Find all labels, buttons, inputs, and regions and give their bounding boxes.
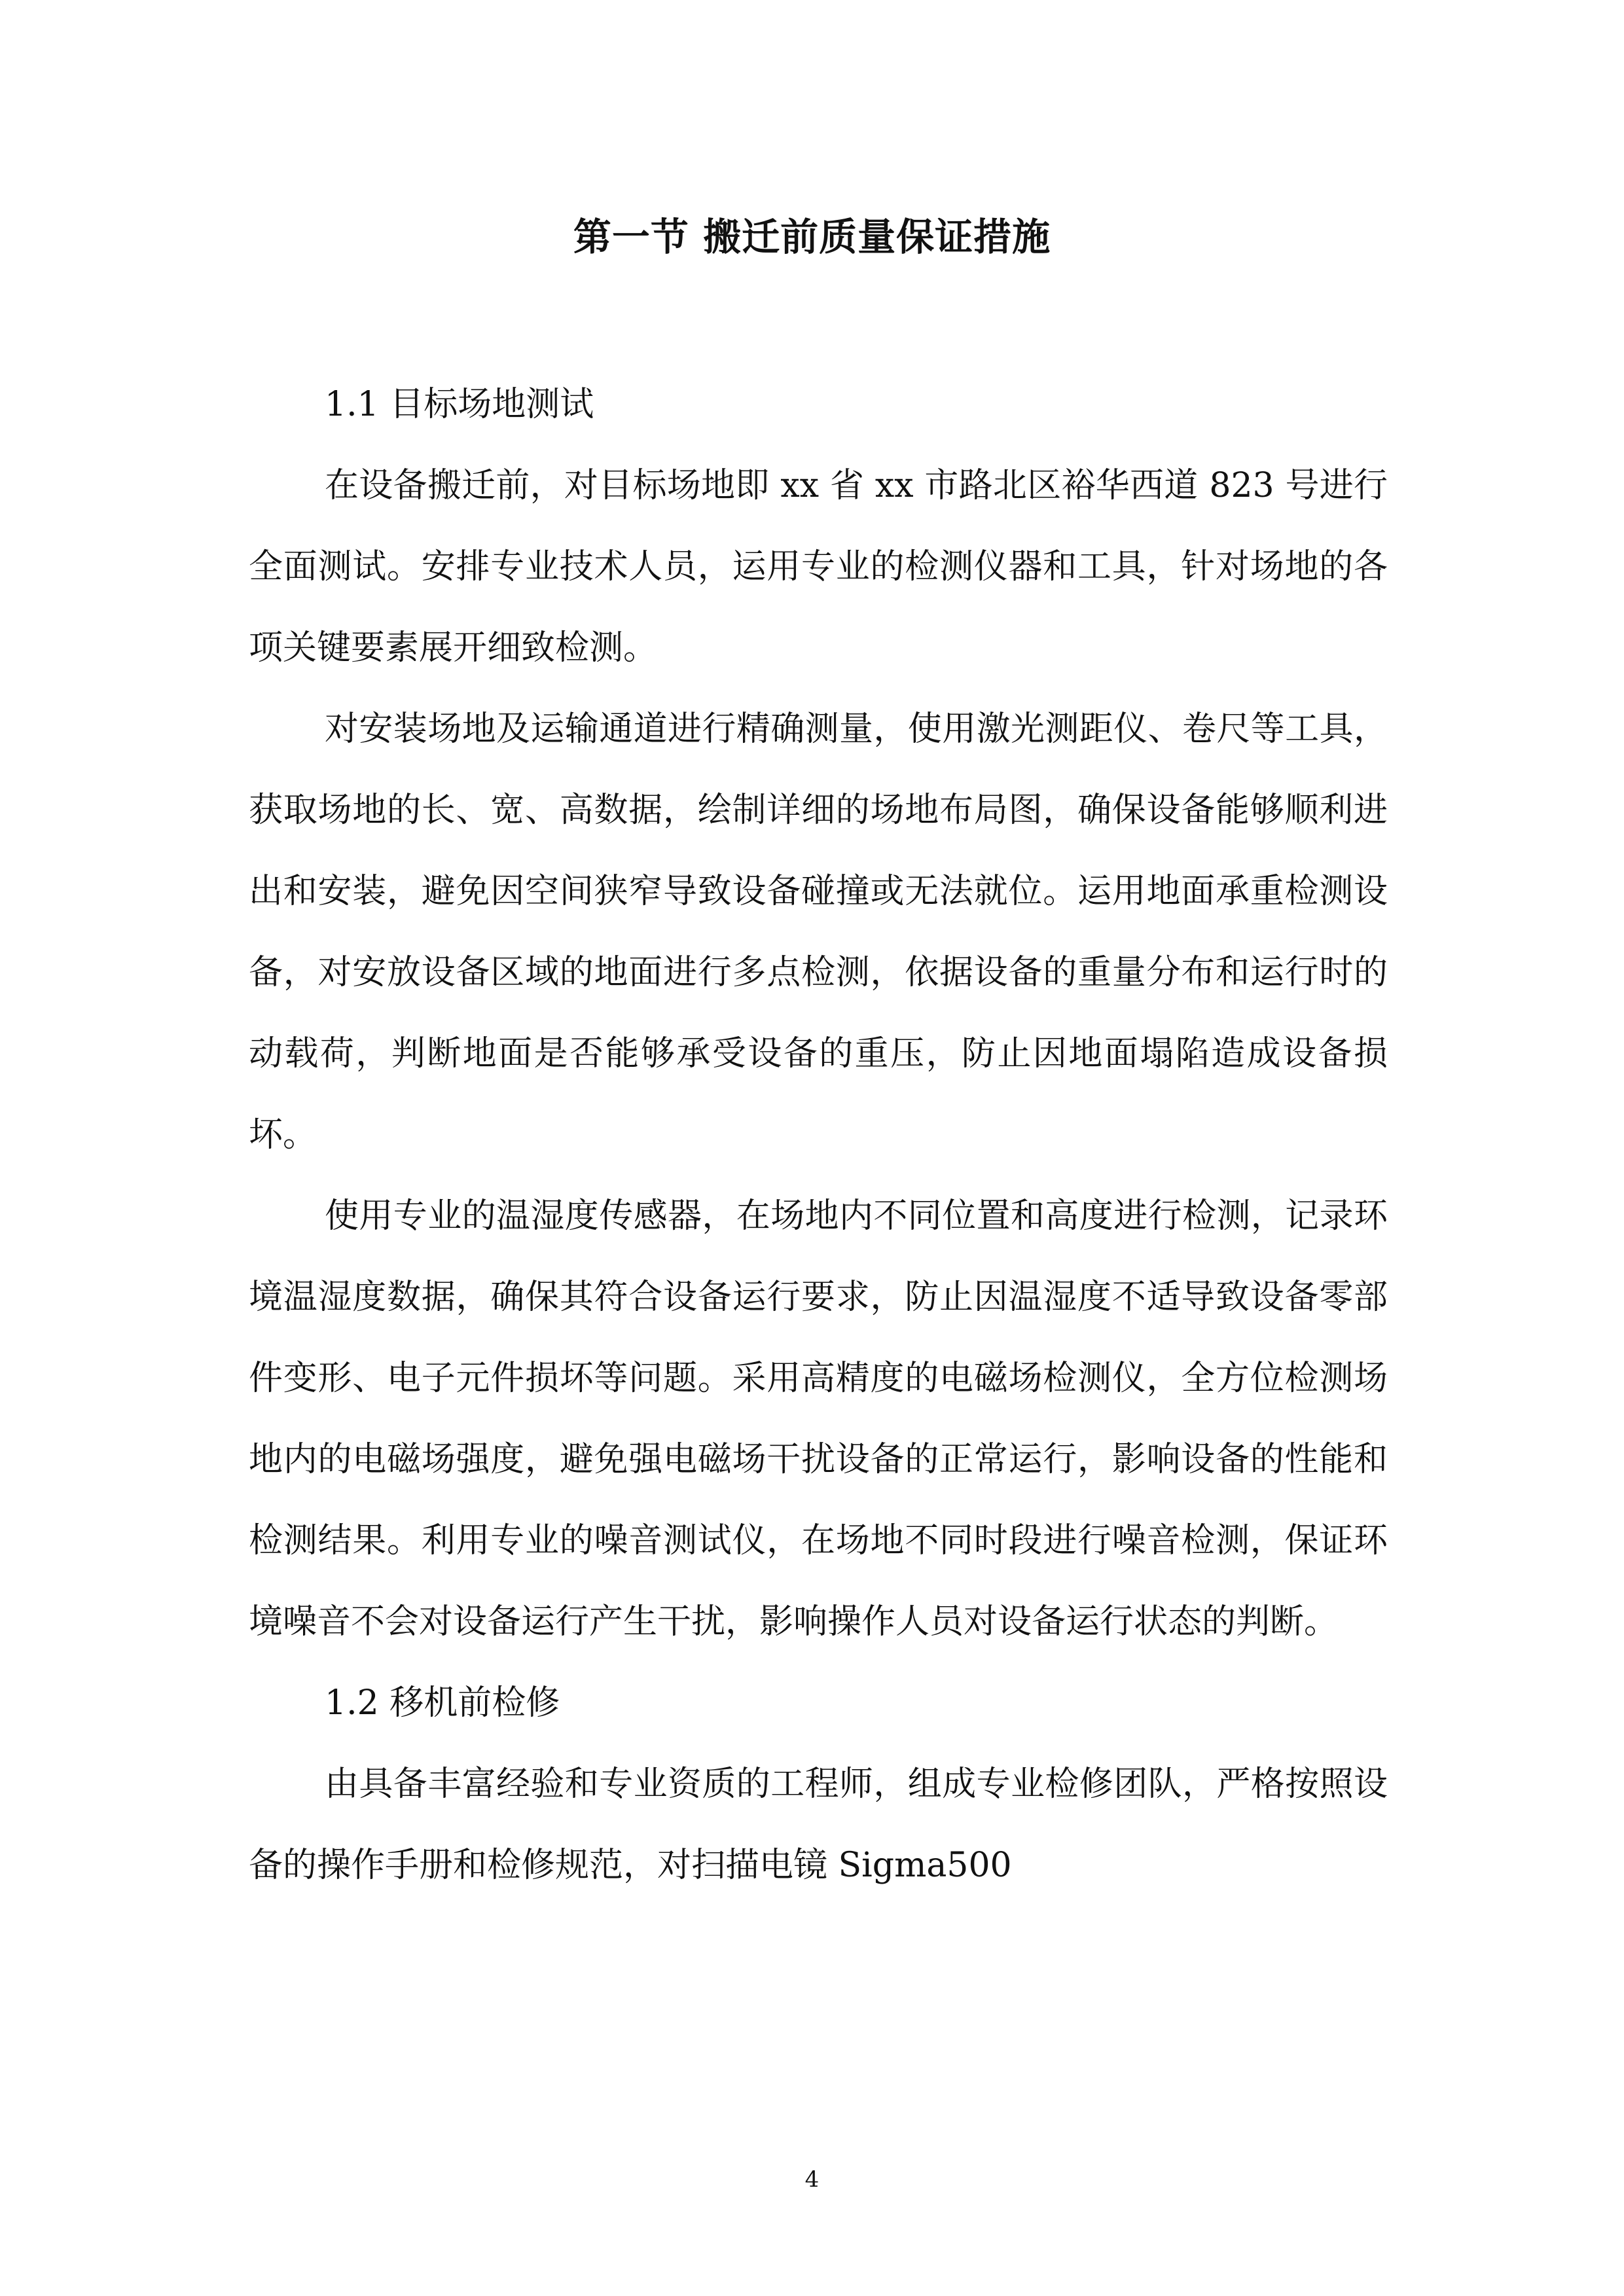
document-body (249, 364, 1388, 1906)
section-1-2 (249, 1662, 1388, 1906)
paragraph: 由具备丰富经验和专业资质的工程师，组成专业检修团队，严格按照设备的操作手册和检修规范，对扫描电镜 Sigma500 (249, 1765, 1388, 1885)
subsection-title: 1.1 目标场地测试 (325, 385, 594, 424)
section-1-1 (249, 364, 1388, 1662)
paragraph: 在设备搬迁前，对目标场地即 xx 省 xx 市路北区裕华西道 823 号进行全面测试。安排专业技术人员，运用专业的检测仪器和工具，针对场地的各项关键要素展开细致检测。 (249, 466, 1388, 668)
section-heading: 第一节 搬迁前质量保证措施 (573, 215, 1051, 259)
paragraph: 使用专业的温湿度传感器，在场地内不同位置和高度进行检测，记录环境温湿度数据，确保其符合设备运行要求，防止因温湿度不适导致设备零部件变形、电子元件损坏等问题。采用高精度的电磁场检测仪，全方位检测场地内的电磁场强度，避免强电磁场干扰设备的正常运行，影响设备的性能和检测结果。利用专业的噪音测试仪，在场地不同时段进行噪音检测，保证环境噪音不会对设备运行产生干扰，影响操作人员对设备运行状态的判断。 (249, 1196, 1388, 1641)
subsection-title: 1.2 移机前检修 (325, 1683, 560, 1723)
paragraph: 对安装场地及运输通道进行精确测量，使用激光测距仪、卷尺等工具，获取场地的长、宽、高数据，绘制详细的场地布局图，确保设备能够顺利进出和安装，避免因空间狭窄导致设备碰撞或无法就位。运用地面承重检测设备，对安放设备区域的地面进行多点检测，依据设备的重量分布和运行时的动载荷，判断地面是否能够承受设备的重压，防止因地面塌陷造成设备损坏。 (249, 709, 1388, 1155)
page-number: 4 (804, 2166, 820, 2193)
